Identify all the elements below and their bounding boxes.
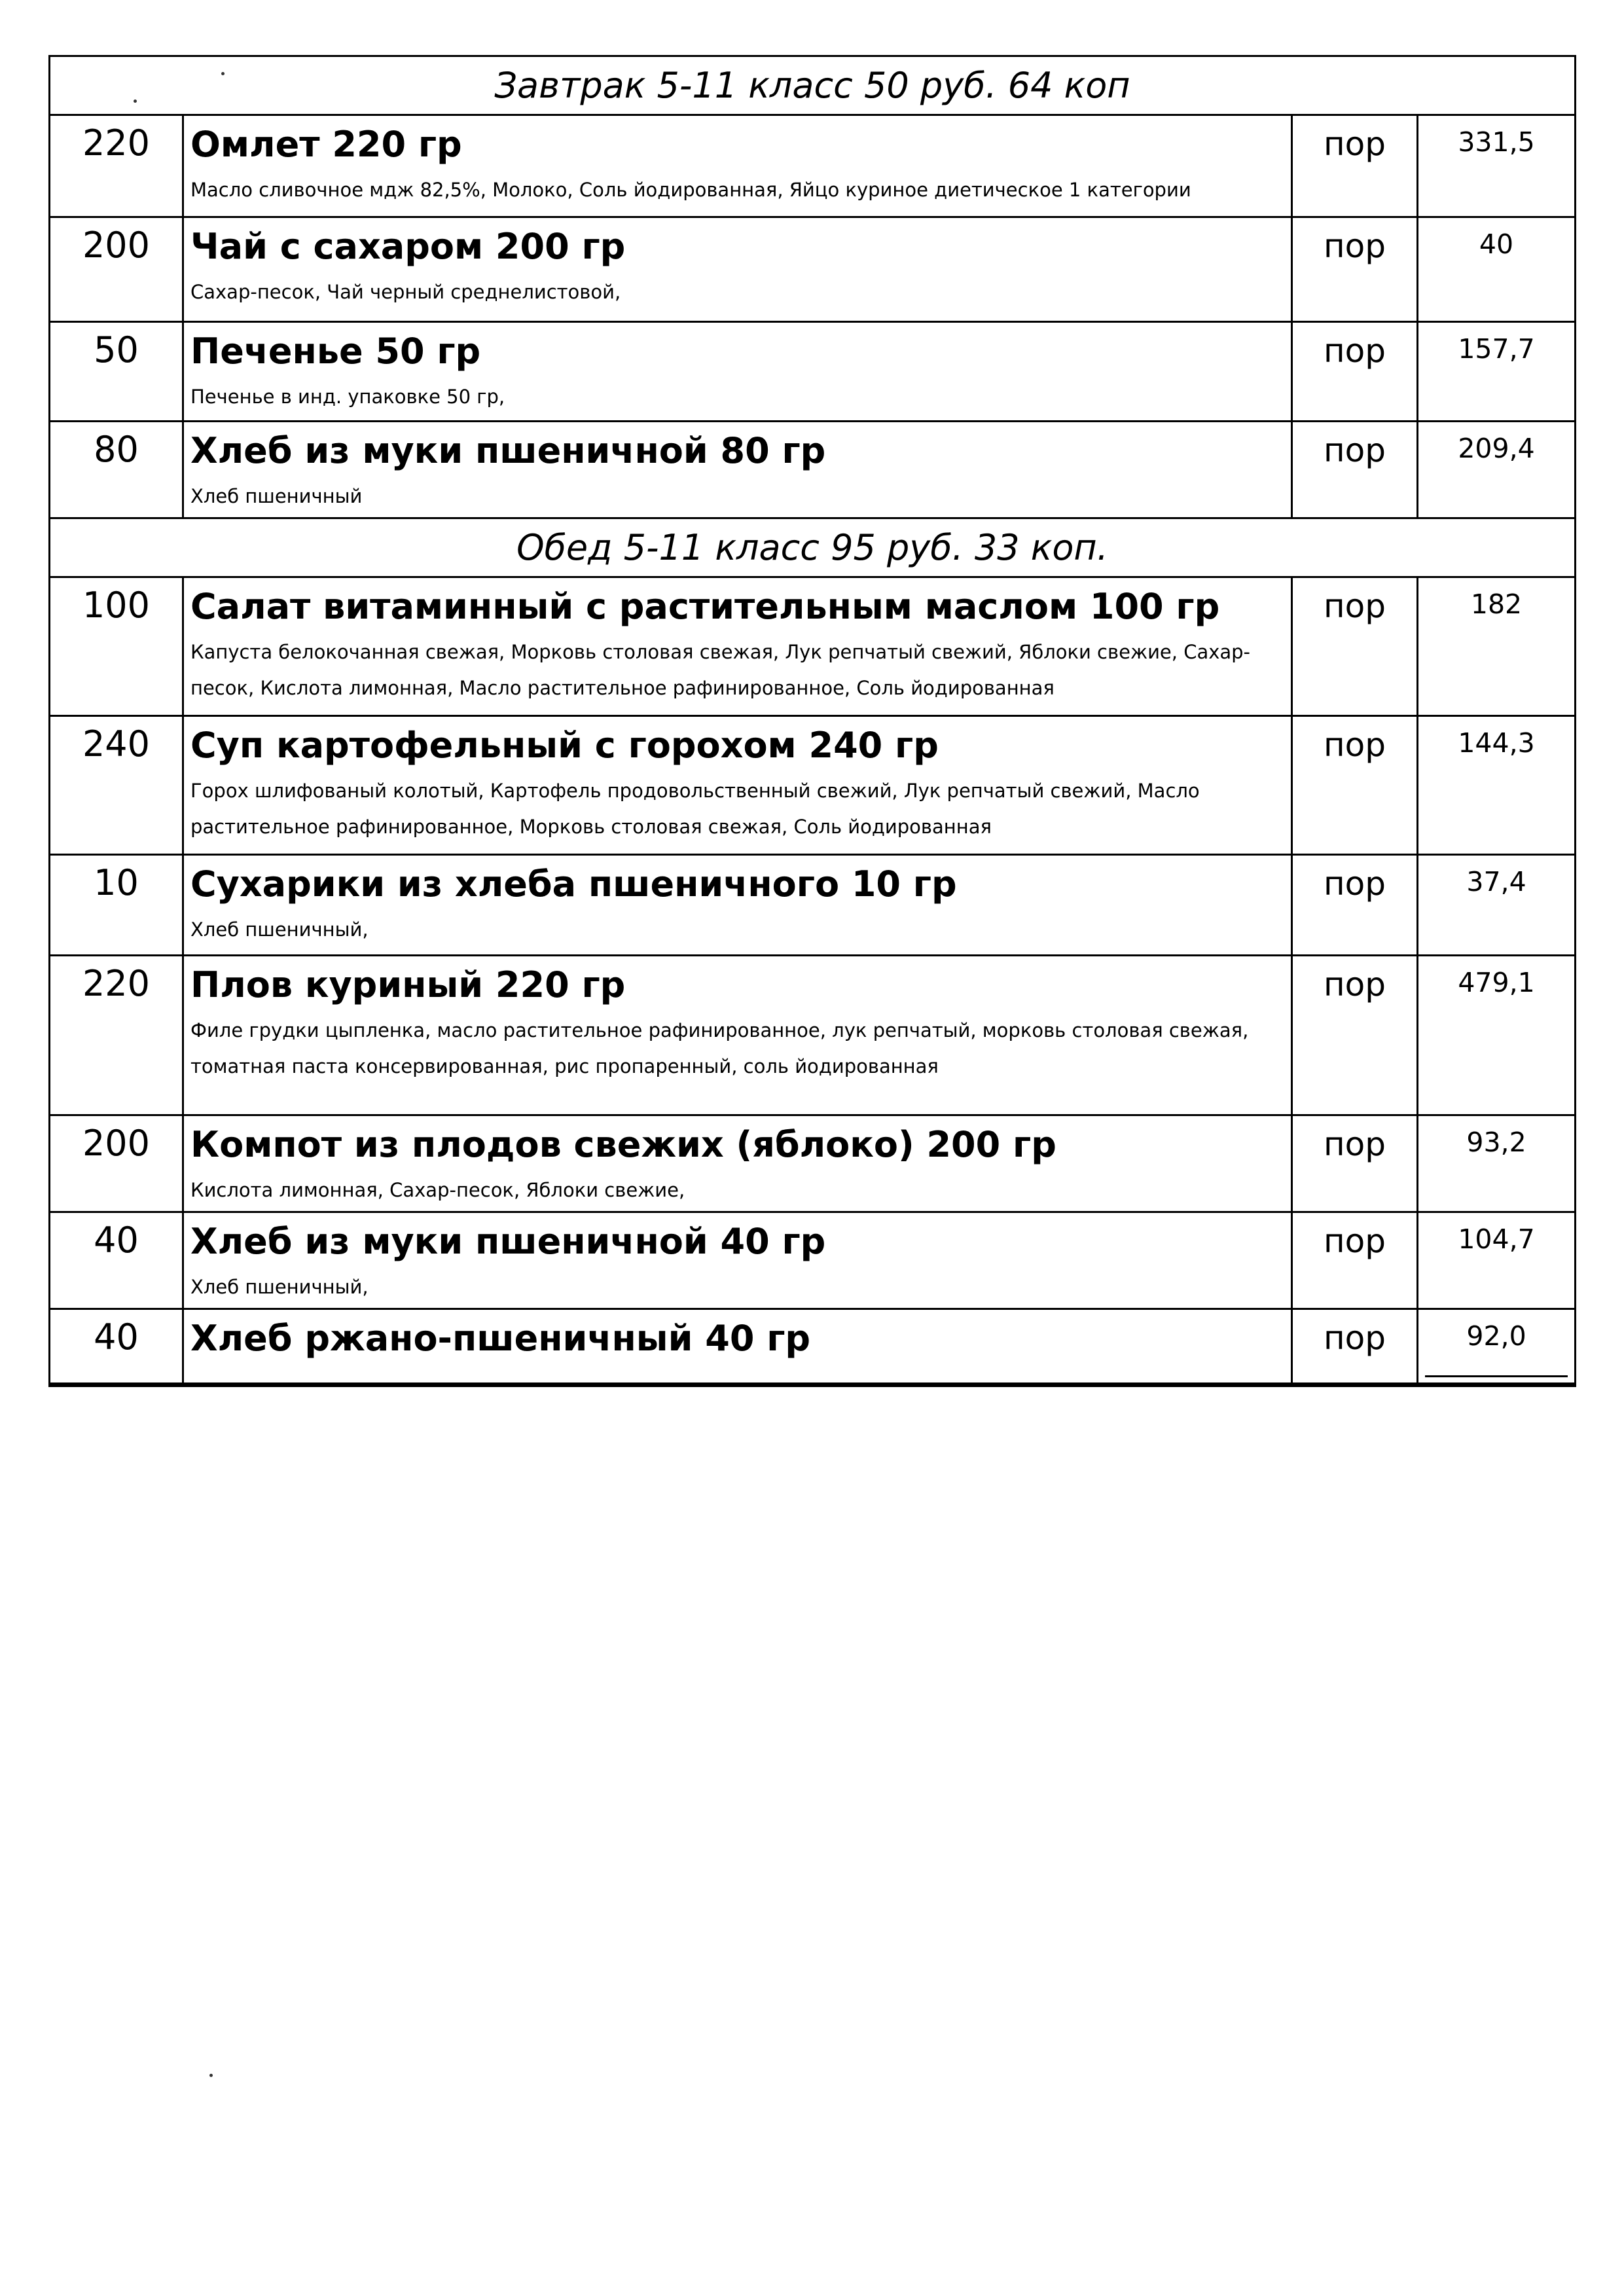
item-unit: пор <box>1292 422 1418 518</box>
menu-item-row <box>50 322 1576 422</box>
item-unit: пор <box>1292 115 1418 217</box>
item-name-cell <box>183 1115 1292 1212</box>
item-name-cell <box>183 716 1292 855</box>
item-unit: пор <box>1292 217 1418 322</box>
dish-ingredients: Масло сливочное мдж 82,5%, Молоко, Соль йодированная, Яйцо куриное диетическое 1 категории <box>190 179 1191 201</box>
section-title: Завтрак 5-11 класс 50 руб. 64 коп <box>494 65 1130 106</box>
dish-name: Хлеб из муки пшеничной 80 гр <box>190 430 826 471</box>
menu-item-row <box>50 855 1576 956</box>
item-name-cell <box>183 956 1292 1115</box>
item-unit: пор <box>1292 577 1418 716</box>
menu-table <box>48 55 1576 1387</box>
dish-name: Суп картофельный с горохом 240 гр <box>190 725 939 766</box>
menu-item-row <box>50 217 1576 322</box>
item-price-cell <box>1418 956 1576 1115</box>
item-name-cell <box>183 115 1292 217</box>
dish-name: Омлет 220 гр <box>190 124 462 165</box>
item-name-cell <box>183 422 1292 518</box>
section-header-row <box>50 56 1576 115</box>
item-price: 92,0 <box>1466 1320 1526 1352</box>
section-header-cell <box>50 56 1576 115</box>
item-price-cell <box>1418 1115 1576 1212</box>
dish-name: Чай с сахаром 200 гр <box>190 226 626 267</box>
scan-speck <box>221 72 225 75</box>
item-price-cell <box>1418 577 1576 716</box>
item-price-cell <box>1418 716 1576 855</box>
item-price: 479,1 <box>1458 967 1535 998</box>
dish-ingredients: Филе грудки цыпленка, масло растительное рафинированное, лук репчатый, морковь столовая свежая, томатная паста консервированная, рис пропаренный, соль йодированная <box>190 1019 1249 1077</box>
dish-name: Салат витаминный с растительным маслом 100 гр <box>190 586 1220 627</box>
item-price-cell <box>1418 855 1576 956</box>
item-weight: 200 <box>50 217 183 322</box>
item-price-cell <box>1418 422 1576 518</box>
section-header-row <box>50 518 1576 577</box>
dish-name: Хлеб ржано-пшеничный 40 гр <box>190 1318 811 1359</box>
item-unit: пор <box>1292 716 1418 855</box>
scan-speck <box>134 99 137 103</box>
menu-item-row <box>50 1309 1576 1385</box>
item-weight: 220 <box>50 956 183 1115</box>
menu-item-row <box>50 577 1576 716</box>
item-unit: пор <box>1292 1212 1418 1309</box>
dish-name: Сухарики из хлеба пшеничного 10 гр <box>190 863 957 905</box>
item-price: 182 <box>1470 588 1523 620</box>
item-weight: 240 <box>50 716 183 855</box>
dish-name: Компот из плодов свежих (яблоко) 200 гр <box>190 1124 1056 1165</box>
item-name-cell <box>183 855 1292 956</box>
item-weight: 40 <box>50 1212 183 1309</box>
item-weight: 200 <box>50 1115 183 1212</box>
item-weight: 50 <box>50 322 183 422</box>
section-title: Обед 5-11 класс 95 руб. 33 коп. <box>516 527 1108 568</box>
item-unit: пор <box>1292 1309 1418 1385</box>
item-name-cell <box>183 577 1292 716</box>
dish-ingredients: Сахар-песок, Чай черный среднелистовой, <box>190 281 621 303</box>
menu-item-row <box>50 115 1576 217</box>
item-price: 331,5 <box>1458 126 1535 158</box>
item-price-cell <box>1418 217 1576 322</box>
dish-name: Хлеб из муки пшеничной 40 гр <box>190 1221 826 1262</box>
item-unit: пор <box>1292 855 1418 956</box>
dish-name: Печенье 50 гр <box>190 331 481 372</box>
dish-ingredients: Капуста белокочанная свежая, Морковь столовая свежая, Лук репчатый свежий, Яблоки свежие, Сахар-песок, Кислота лимонная, Масло растительное рафинированное, Соль йодированная <box>190 641 1251 699</box>
dish-ingredients: Хлеб пшеничный, <box>190 918 369 941</box>
dish-name: Плов куриный 220 гр <box>190 964 626 1005</box>
dish-ingredients: Хлеб пшеничный <box>190 485 363 507</box>
dish-ingredients: Печенье в инд. упаковке 50 гр, <box>190 386 505 408</box>
item-price: 157,7 <box>1458 333 1535 365</box>
dish-ingredients: Кислота лимонная, Сахар-песок, Яблоки свежие, <box>190 1179 685 1201</box>
item-name-cell <box>183 1212 1292 1309</box>
item-unit: пор <box>1292 322 1418 422</box>
item-price: 104,7 <box>1458 1223 1535 1255</box>
scan-speck <box>209 2074 213 2077</box>
item-price-cell <box>1418 115 1576 217</box>
item-weight: 100 <box>50 577 183 716</box>
item-price: 37,4 <box>1466 866 1526 897</box>
item-unit: пор <box>1292 956 1418 1115</box>
item-price-cell <box>1418 1309 1576 1385</box>
item-weight: 220 <box>50 115 183 217</box>
menu-item-row <box>50 1115 1576 1212</box>
item-name-cell <box>183 1309 1292 1385</box>
dish-ingredients: Хлеб пшеничный, <box>190 1276 369 1298</box>
item-price-cell <box>1418 1212 1576 1309</box>
item-price: 93,2 <box>1466 1127 1526 1158</box>
item-price: 144,3 <box>1458 727 1535 759</box>
item-unit: пор <box>1292 1115 1418 1212</box>
item-name-cell <box>183 217 1292 322</box>
dish-ingredients: Горох шлифованый колотый, Картофель продовольственный свежий, Лук репчатый свежий, Масло растительное рафинированное, Морковь столовая свежая, Соль йодированная <box>190 780 1200 838</box>
item-name-cell <box>183 322 1292 422</box>
item-weight: 10 <box>50 855 183 956</box>
item-price: 209,4 <box>1458 433 1535 464</box>
section-header-cell <box>50 518 1576 577</box>
menu-item-row <box>50 1212 1576 1309</box>
menu-item-row <box>50 422 1576 518</box>
price-underline <box>1425 1375 1568 1377</box>
menu-item-row <box>50 716 1576 855</box>
item-price-cell <box>1418 322 1576 422</box>
item-weight: 80 <box>50 422 183 518</box>
item-price: 40 <box>1479 228 1514 260</box>
menu-item-row <box>50 956 1576 1115</box>
item-weight: 40 <box>50 1309 183 1385</box>
